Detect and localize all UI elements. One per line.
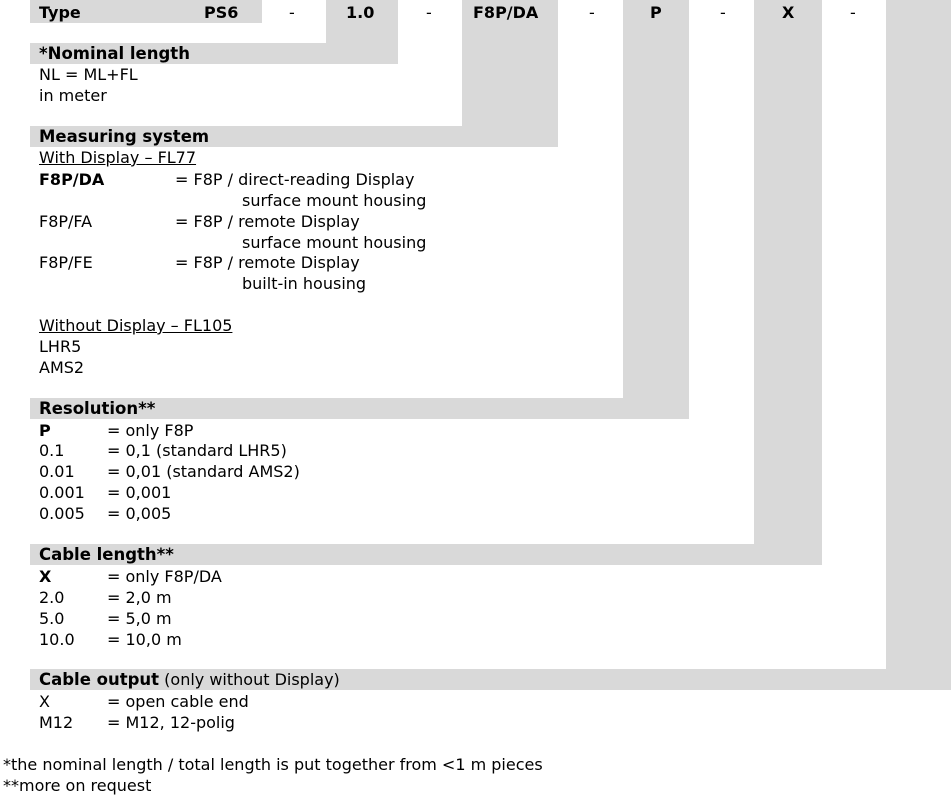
with-display-subheading: With Display – FL77 [39,148,197,167]
cable-output-item-code: X [39,692,50,711]
resolution-item-desc: = only F8P [107,421,194,440]
cable-output-code-bar [886,0,951,669]
resolution-code: P [650,3,662,22]
resolution-code-bar [623,0,689,398]
nominal-length-unit: in meter [39,86,107,105]
length-code: 1.0 [346,3,375,22]
footnote: *the nominal length / total length is put together from <1 m pieces [3,755,543,774]
resolution-item-code: 0.001 [39,483,85,502]
cable-code: X [782,3,795,22]
cable-output-heading-row [39,670,340,690]
resolution-item-code: 0.1 [39,441,65,460]
resolution-item-desc: = 0,005 [107,504,172,523]
cable-output-item-code: M12 [39,713,74,732]
cable-length-item-desc: = only F8P/DA [107,567,222,586]
cable-length-heading: Cable length** [39,545,174,564]
system-item-desc: = F8P / remote Display [175,253,360,272]
system-code: F8P/DA [473,3,539,22]
cable-length-item-code: 10.0 [39,630,75,649]
cable-output-heading: Cable output [39,670,160,689]
resolution-item-desc: = 0,001 [107,483,172,502]
resolution-item-code: P [39,421,51,440]
system-item-desc2: surface mount housing [242,233,427,252]
cable-length-item-desc: = 2,0 m [107,588,172,607]
cable-output-heading-note: (only without Display) [164,670,340,689]
resolution-item-desc: = 0,1 (standard LHR5) [107,441,287,460]
system-other-item: AMS2 [39,358,85,377]
footnote: **more on request [3,776,152,795]
cable-code-bar [754,0,822,544]
system-item-code: F8P/DA [39,170,105,189]
system-item-desc: = F8P / remote Display [175,212,360,231]
resolution-heading: Resolution** [39,399,156,418]
type-label: Type [39,3,81,22]
system-item-desc2: built-in housing [242,274,367,293]
system-item-desc: = F8P / direct-reading Display [175,170,415,189]
resolution-item-code: 0.005 [39,504,85,523]
cable-length-item-code: 2.0 [39,588,65,607]
measuring-system-heading: Measuring system [39,127,210,146]
separator-dash: - [289,3,295,22]
system-item-desc2: surface mount housing [242,191,427,210]
separator-dash: - [426,3,432,22]
without-display-subheading: Without Display – FL105 [39,316,233,335]
separator-dash: - [850,3,856,22]
cable-length-item-desc: = 10,0 m [107,630,182,649]
cable-length-item-desc: = 5,0 m [107,609,172,628]
separator-dash: - [589,3,595,22]
separator-dash: - [720,3,726,22]
system-other-item: LHR5 [39,337,82,356]
resolution-item-code: 0.01 [39,462,75,481]
nominal-length-heading: *Nominal length [39,44,190,63]
system-item-code: F8P/FE [39,253,93,272]
cable-output-item-desc: = M12, 12-polig [107,713,235,732]
cable-output-item-desc: = open cable end [107,692,249,711]
cable-length-item-code: 5.0 [39,609,65,628]
system-item-code: F8P/FA [39,212,93,231]
cable-length-item-code: X [39,567,52,586]
resolution-item-desc: = 0,01 (standard AMS2) [107,462,300,481]
model-code: PS6 [204,3,239,22]
nominal-length-formula: NL = ML+FL [39,65,138,84]
